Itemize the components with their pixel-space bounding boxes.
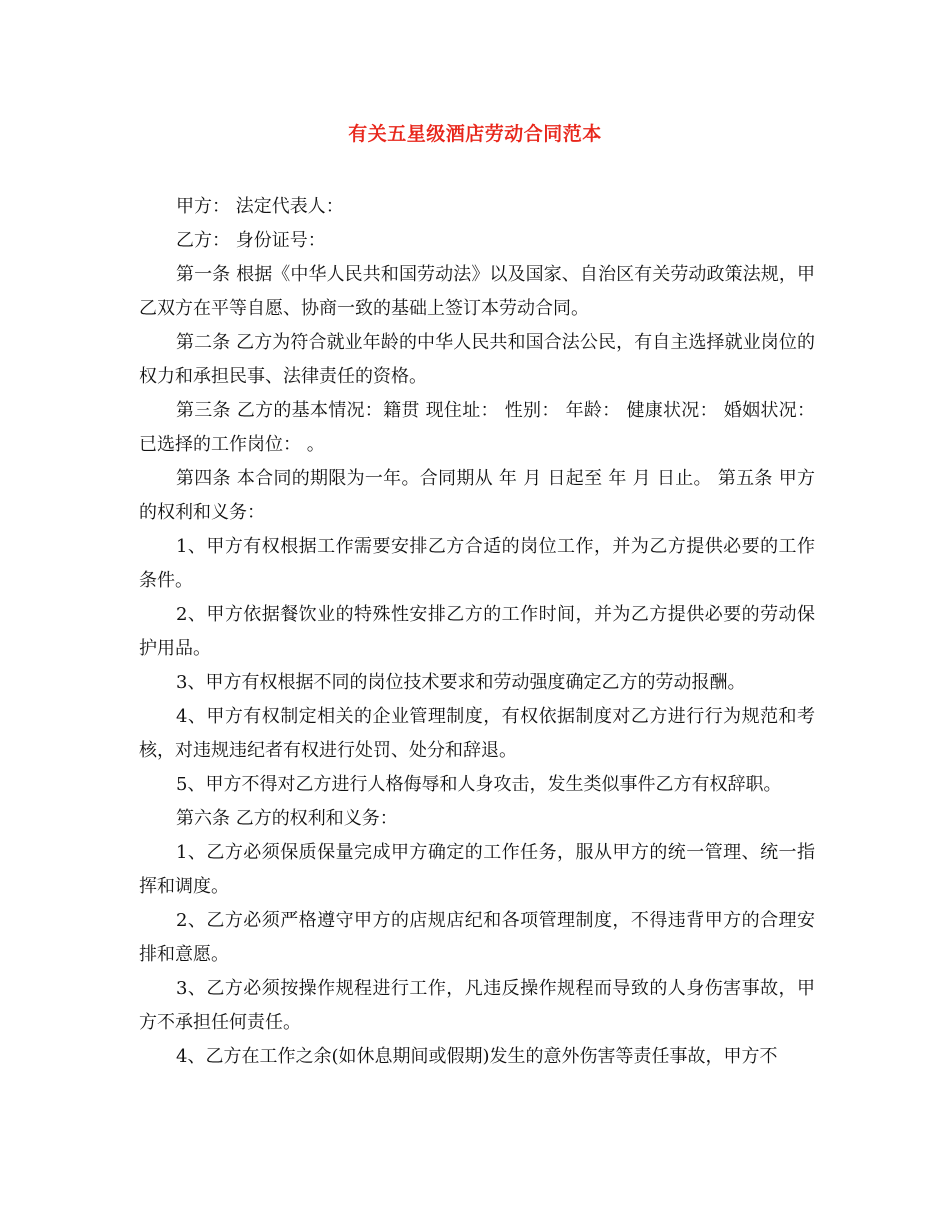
paragraph-a-right-5: 5、甲方不得对乙方进行人格侮辱和人身攻击，发生类似事件乙方有权辞职。 (176, 774, 782, 795)
document-title: 有关五星级酒店劳动合同范本 (348, 123, 602, 145)
paragraph-party-b: 乙方： 身份证号： (176, 230, 326, 251)
paragraph-article-3: 第三条 乙方的基本情况：籍贯 现住址： 性别： 年龄： 健康状况： 婚姻状况： 已选择的工作岗位： 。 (139, 400, 815, 455)
paragraph-b-duty-1: 1、乙方必须保质保量完成甲方确定的工作任务，服从甲方的统一管理、统一指挥和调度。 (139, 842, 815, 897)
paragraph-article-2: 第二条 乙方为符合就业年龄的中华人民共和国合法公民，有自主选择就业岗位的权力和承担民事、法律责任的资格。 (139, 332, 815, 387)
paragraph-party-a: 甲方： 法定代表人： (176, 196, 344, 217)
paragraph-b-duty-4: 4、乙方在工作之余(如休息期间或假期)发生的意外伤害等责任事故，甲方不 (176, 1046, 778, 1067)
paragraph-a-right-2: 2、甲方依据餐饮业的特殊性安排乙方的工作时间，并为乙方提供必要的劳动保护用品。 (139, 604, 815, 659)
paragraph-article-6: 第六条 乙方的权利和义务： (176, 808, 398, 829)
paragraph-article-4: 第四条 本合同的期限为一年。合同期从 年 月 日起至 年 月 日止。 第五条 甲方的权利和义务： (139, 468, 815, 523)
document-body (139, 190, 815, 1074)
paragraph-a-right-3: 3、甲方有权根据不同的岗位技术要求和劳动强度确定乙方的劳动报酬。 (176, 672, 746, 693)
paragraph-a-right-1: 1、甲方有权根据工作需要安排乙方合适的岗位工作，并为乙方提供必要的工作条件。 (139, 536, 815, 591)
paragraph-b-duty-2: 2、乙方必须严格遵守甲方的店规店纪和各项管理制度，不得违背甲方的合理安排和意愿。 (139, 910, 815, 965)
paragraph-b-duty-3: 3、乙方必须按操作规程进行工作，凡违反操作规程而导致的人身伤害事故，甲方不承担任何责任。 (139, 978, 815, 1033)
paragraph-a-right-4: 4、甲方有权制定相关的企业管理制度，有权依据制度对乙方进行行为规范和考核，对违规违纪者有权进行处罚、处分和辞退。 (139, 706, 815, 761)
paragraph-article-1: 第一条 根据《中华人民共和国劳动法》以及国家、自治区有关劳动政策法规，甲乙双方在平等自愿、协商一致的基础上签订本劳动合同。 (139, 264, 815, 319)
